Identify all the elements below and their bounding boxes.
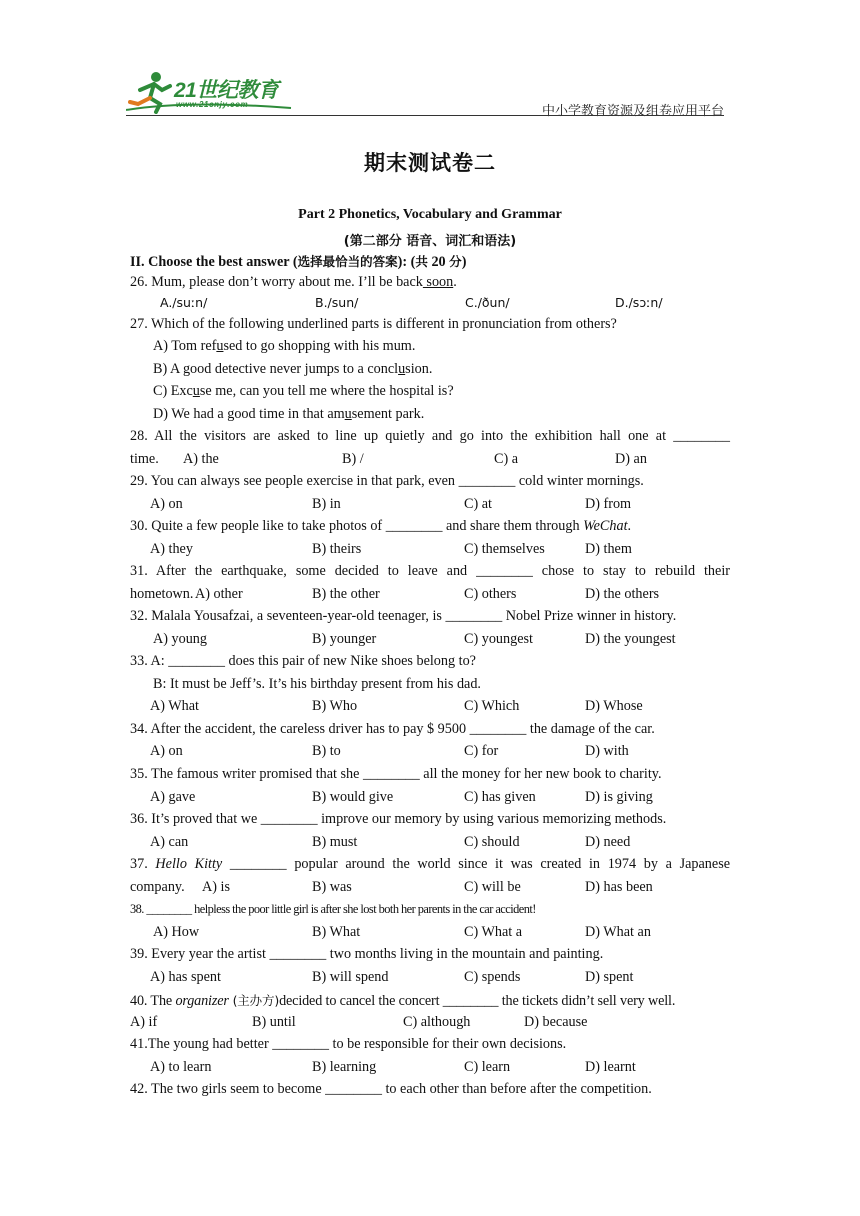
q32-option-c[interactable]: C) youngest [464,631,533,647]
part-heading: Part 2 Phonetics, Vocabulary and Grammar [298,207,562,222]
q35-option-a[interactable]: A) gave [150,789,196,805]
q41-option-b[interactable]: B) learning [312,1059,377,1075]
q38-option-b[interactable]: B) What [312,924,361,940]
q33-option-d[interactable]: D) Whose [585,698,643,714]
q28-option-a[interactable]: A) the [183,451,219,467]
question-42-stem: 42. The two girls seem to become ________ to each other than before after the competition. [130,1081,652,1097]
question-30-stem: 30. Quite a few people like to take photos of ________ and share them through WeChat. [130,518,632,534]
section-heading: II. Choose the best answer (选择最恰当的答案): (共 20 分) [130,254,467,270]
q26-option-a[interactable]: A./suːn/ [160,295,208,310]
q28-continuation: time. [130,451,159,467]
q34-option-b[interactable]: B) to [312,743,341,759]
q27-option-b[interactable]: B) A good detective never jumps to a conclusion. [153,361,433,377]
question-28-stem: 28. All the visitors are asked to line up quietly and go into the exhibition hall one at ________ [130,428,730,444]
q28-option-d[interactable]: D) an [615,451,647,467]
question-36-stem: 36. It’s proved that we ________ improve our memory by using various memorizing methods. [130,811,667,827]
q36-option-c[interactable]: C) should [464,834,520,850]
q40-option-c[interactable]: C) although [403,1014,471,1030]
q39-option-a[interactable]: A) has spent [150,969,221,985]
question-34-stem: 34. After the accident, the careless driver has to pay $ 9500 ________ the damage of the car. [130,721,655,737]
question-31-stem: 31. After the earthquake, some decided to leave and ________ chose to stay to rebuild their [130,563,730,579]
question-38-stem: 38. ________ helpless the poor little girl is after she lost both her parents in the car accident! [130,902,536,916]
q37-option-a[interactable]: A) is [202,879,230,895]
question-29-stem: 29. You can always see people exercise in that park, even ________ cold winter mornings. [130,473,644,489]
page-title: 期末测试卷二 [364,151,496,175]
q38-option-d[interactable]: D) What an [585,924,651,940]
q28-option-b[interactable]: B) / [342,451,364,467]
q38-option-c[interactable]: C) What a [464,924,523,940]
question-35-stem: 35. The famous writer promised that she ________ all the money for her new book to charity. [130,766,662,782]
q27-option-a[interactable]: A) Tom refused to go shopping with his mum. [153,338,416,354]
header-rule [126,115,724,116]
q37-continuation: company. [130,879,185,895]
q31-option-d[interactable]: D) the others [585,586,660,602]
q37-option-c[interactable]: C) will be [464,879,521,895]
platform-label: 中小学教育资源及组卷应用平台 [541,104,724,119]
q40-option-a[interactable]: A) if [130,1014,158,1030]
q33-dialogue-b: B: It must be Jeff’s. It’s his birthday present from his dad. [153,676,481,692]
page-header [126,68,724,119]
q32-option-a[interactable]: A) young [153,631,207,647]
question-33-stem: 33. A: ________ does this pair of new Nike shoes belong to? [130,653,476,669]
q30-option-d[interactable]: D) them [585,541,632,557]
q35-option-c[interactable]: C) has given [464,789,536,805]
q37-option-b[interactable]: B) was [312,879,352,895]
q41-option-c[interactable]: C) learn [464,1059,511,1075]
q26-option-c[interactable]: C./ðun/ [465,295,510,310]
q34-option-a[interactable]: A) on [150,743,183,759]
q34-option-c[interactable]: C) for [464,743,499,759]
question-37-stem: 37. Hello Kitty ________ popular around the world since it was created in 1974 by a Japanese [130,856,731,872]
q31-option-b[interactable]: B) the other [312,586,380,602]
q28-option-c[interactable]: C) a [494,451,519,467]
q41-option-a[interactable]: A) to learn [150,1059,212,1075]
q33-option-b[interactable]: B) Who [312,698,358,714]
q26-option-b[interactable]: B./sun/ [315,295,359,310]
q30-option-a[interactable]: A) they [150,541,193,557]
part-subheading: (第二部分 语音、词汇和语法) [343,234,517,249]
q36-option-a[interactable]: A) can [150,834,189,850]
q39-option-c[interactable]: C) spends [464,969,521,985]
q33-option-a[interactable]: A) What [150,698,199,714]
q29-option-a[interactable]: A) on [150,496,183,512]
q39-option-d[interactable]: D) spent [585,969,634,985]
logo-text: 21世纪教育 [174,79,279,102]
q40-option-b[interactable]: B) until [252,1014,296,1030]
q41-option-d[interactable]: D) learnt [585,1059,636,1075]
q31-option-a[interactable]: A) other [195,586,243,602]
q38-option-a[interactable]: A) How [153,924,200,940]
q30-option-c[interactable]: C) themselves [464,541,545,557]
q27-option-d[interactable]: D) We had a good time in that amusement park. [153,406,425,422]
question-32-stem: 32. Malala Yousafzai, a seventeen-year-old teenager, is ________ Nobel Prize winner in history. [130,608,677,624]
q27-option-c[interactable]: C) Excuse me, can you tell me where the hospital is? [153,383,454,399]
q35-option-d[interactable]: D) is giving [585,789,653,805]
q33-option-c[interactable]: C) Which [464,698,520,714]
q37-option-d[interactable]: D) has been [585,879,653,895]
q30-option-b[interactable]: B) theirs [312,541,362,557]
question-40-stem: 40. The organizer (主办方)decided to cancel the concert ________ the tickets didn’t sell very well. [130,993,676,1009]
q39-option-b[interactable]: B) will spend [312,969,389,985]
question-39-stem: 39. Every year the artist ________ two months living in the mountain and painting. [130,946,604,962]
question-41-stem: 41.The young had better ________ to be responsible for their own decisions. [130,1036,567,1052]
q36-option-d[interactable]: D) need [585,834,631,850]
q40-option-d[interactable]: D) because [524,1014,588,1030]
q29-option-c[interactable]: C) at [464,496,492,512]
logo-url: www.21cnjy.com [176,100,249,109]
q31-option-c[interactable]: C) others [464,586,517,602]
q26-option-d[interactable]: D./sɔːn/ [615,295,663,310]
q36-option-b[interactable]: B) must [312,834,358,850]
question-27-stem: 27. Which of the following underlined parts is different in pronunciation from others? [130,316,617,332]
q29-option-b[interactable]: B) in [312,496,341,512]
q32-option-b[interactable]: B) younger [312,631,377,647]
q29-option-d[interactable]: D) from [585,496,632,512]
q35-option-b[interactable]: B) would give [312,789,394,805]
q31-continuation: hometown. [130,586,194,602]
question-26-stem: 26. Mum, please don’t worry about me. I’ll be back soon. [130,274,457,290]
q32-option-d[interactable]: D) the youngest [585,631,676,647]
q34-option-d[interactable]: D) with [585,743,629,759]
